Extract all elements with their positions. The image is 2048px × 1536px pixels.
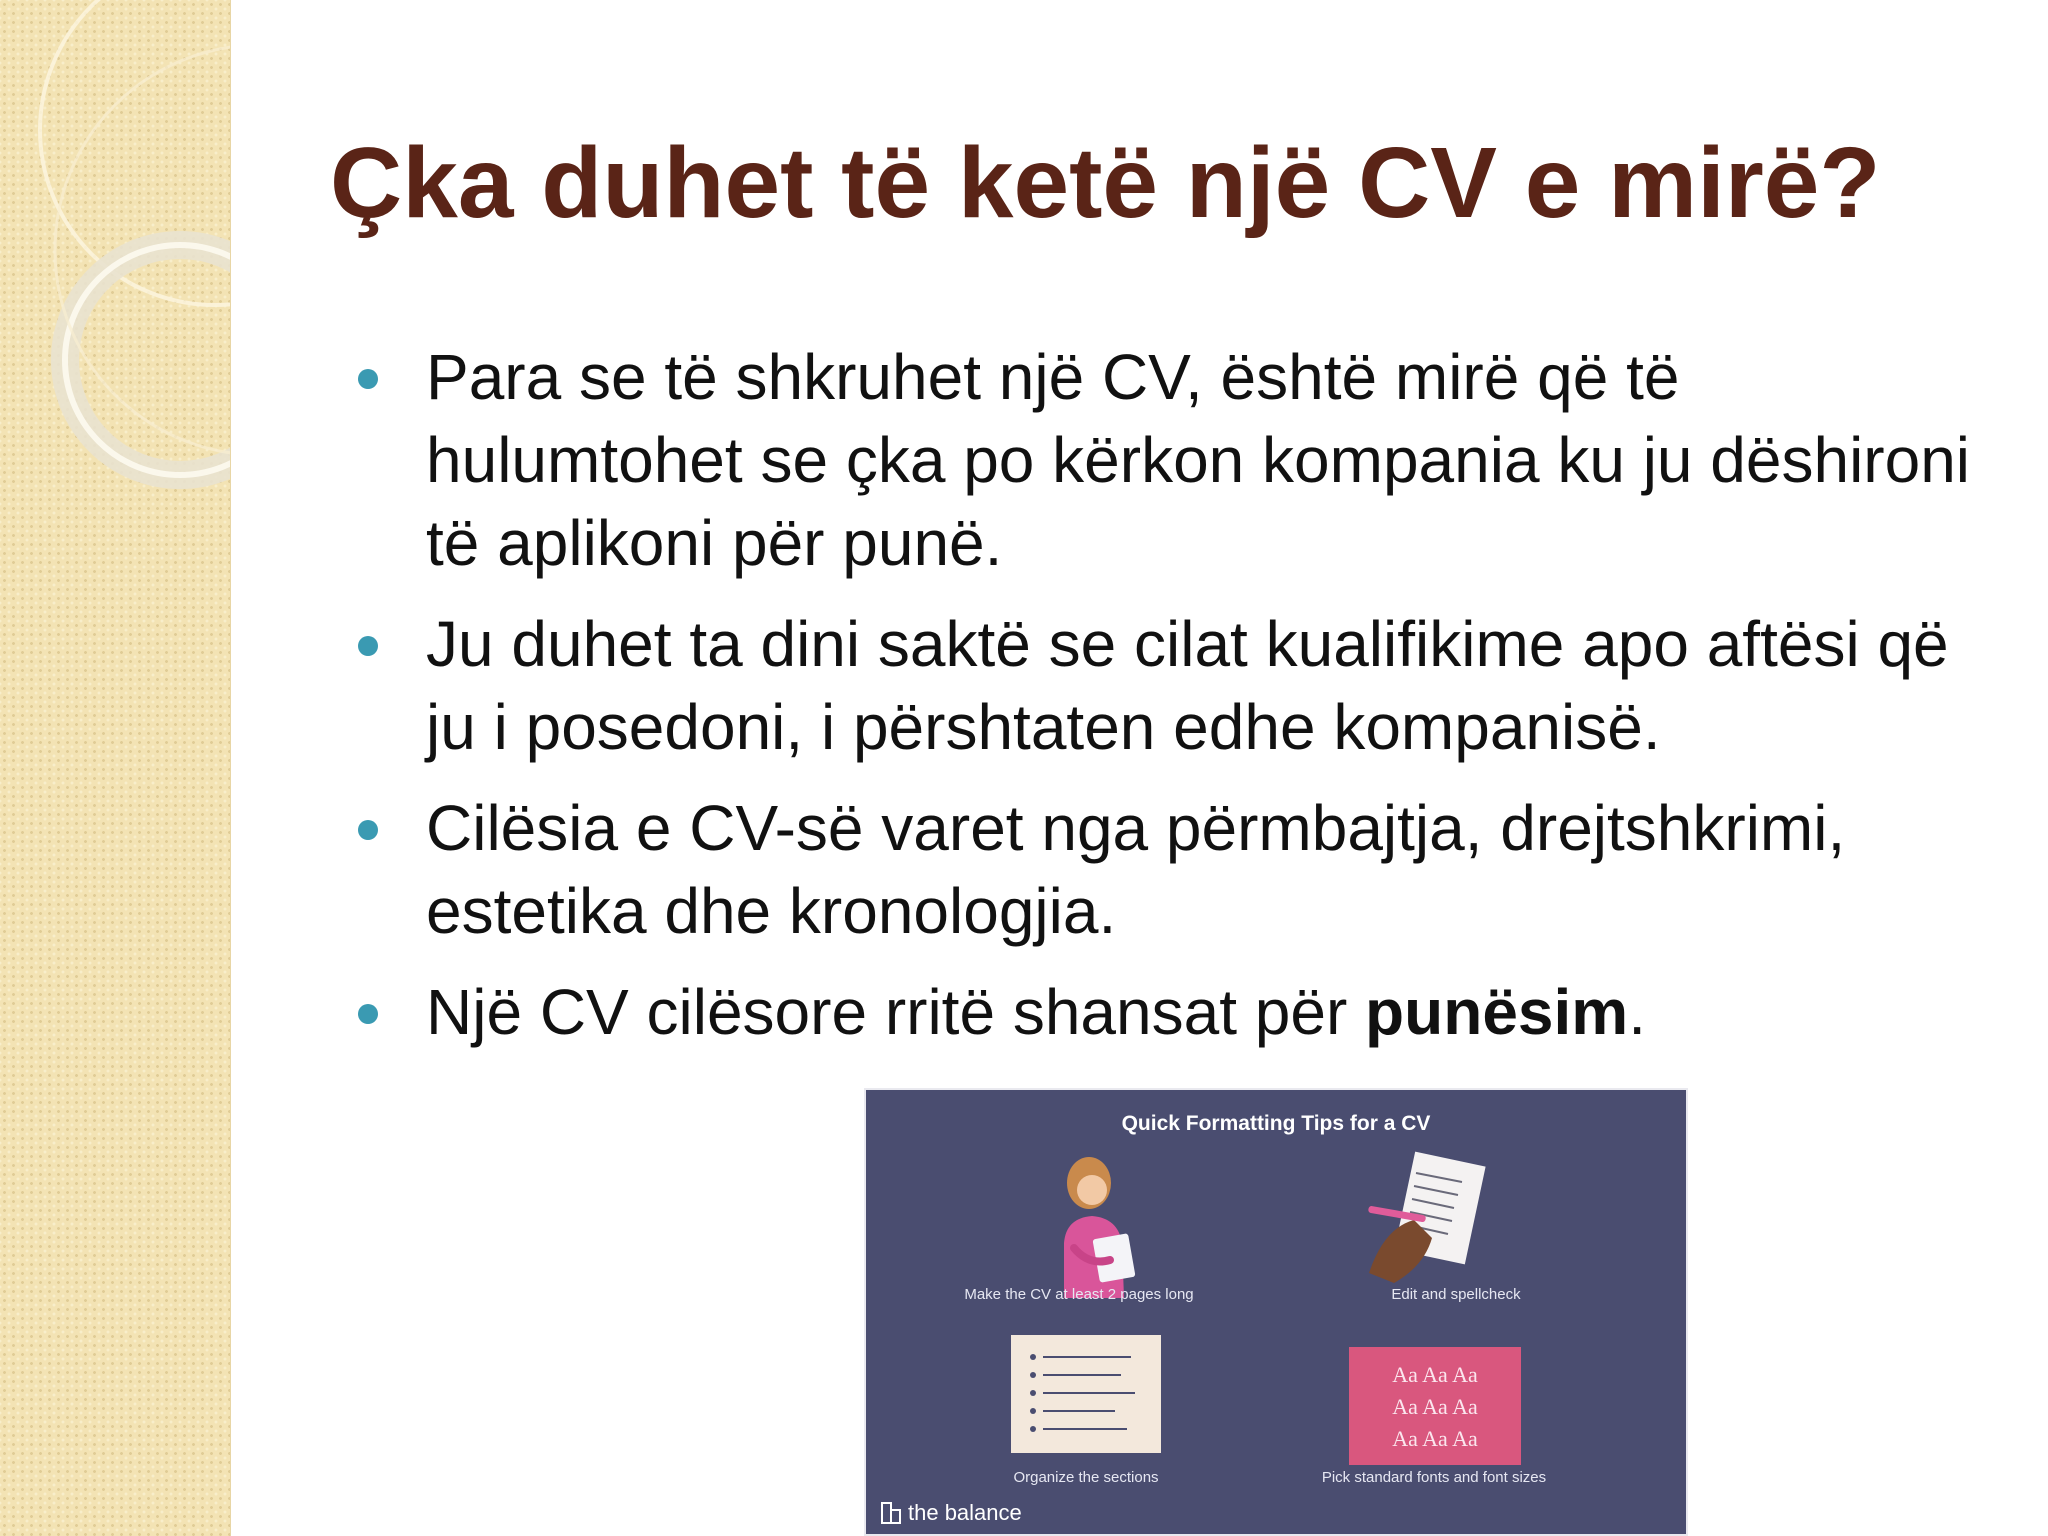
- bullet-dot-icon: [358, 820, 378, 840]
- woman-reading-icon: [1034, 1148, 1154, 1298]
- bullet-dot-icon: [358, 1004, 378, 1024]
- bullet-list: [358, 336, 1998, 1072]
- tip-label: Make the CV at least 2 pages long: [964, 1286, 1194, 1303]
- bullet-dot-icon: [358, 369, 378, 389]
- decorative-rings: [0, 0, 230, 1536]
- tip-label: Edit and spellcheck: [1391, 1286, 1521, 1303]
- bullet-item: [358, 787, 1998, 953]
- font-samples-icon: [1349, 1347, 1521, 1465]
- bullet-text: Ju duhet ta dini saktë se cilat kualifikime apo aftësi që ju i posedoni, i përshtaten edhe kompanisë.: [426, 608, 1949, 763]
- infographic-title: Quick Formatting Tips for a CV: [1121, 1112, 1431, 1135]
- hand-pen-document-icon: [1354, 1148, 1494, 1298]
- bullet-text-start: Një CV cilësore rritë shansat për: [426, 976, 1366, 1048]
- bullet-text: Para se të shkruhet një CV, është mirë që të hulumtohet se çka po kërkon kompania ku ju dëshironi të aplikoni për punë.: [426, 341, 1970, 579]
- bullet-item: [358, 971, 1998, 1054]
- brand-logo: [880, 1500, 1022, 1526]
- tip-label: Pick standard fonts and font sizes: [1321, 1469, 1547, 1486]
- font-sample-line: Aa Aa Aa: [1392, 1394, 1478, 1419]
- tip-label: Organize the sections: [1013, 1469, 1159, 1486]
- bullet-dot-icon: [358, 636, 378, 656]
- bullet-text: Cilësia e CV-së varet nga përmbajtja, drejtshkrimi, estetika dhe kronologjia.: [426, 792, 1846, 947]
- bullet-text-end: .: [1628, 976, 1646, 1048]
- decorative-side-panel: [0, 0, 231, 1536]
- font-sample-line: Aa Aa Aa: [1392, 1362, 1478, 1387]
- bulleted-document-icon: [1011, 1335, 1161, 1453]
- balance-logo-icon: [880, 1501, 902, 1525]
- bullet-item: [358, 336, 1998, 585]
- bullet-item: [358, 603, 1998, 769]
- bullet-text-bold: punësim: [1365, 976, 1629, 1048]
- cv-tips-infographic: [864, 1088, 1688, 1536]
- slide-title: Çka duhet të ketë një CV e mirë?: [330, 127, 1881, 239]
- brand-name: the balance: [908, 1500, 1022, 1525]
- font-sample-line: Aa Aa Aa: [1392, 1426, 1478, 1451]
